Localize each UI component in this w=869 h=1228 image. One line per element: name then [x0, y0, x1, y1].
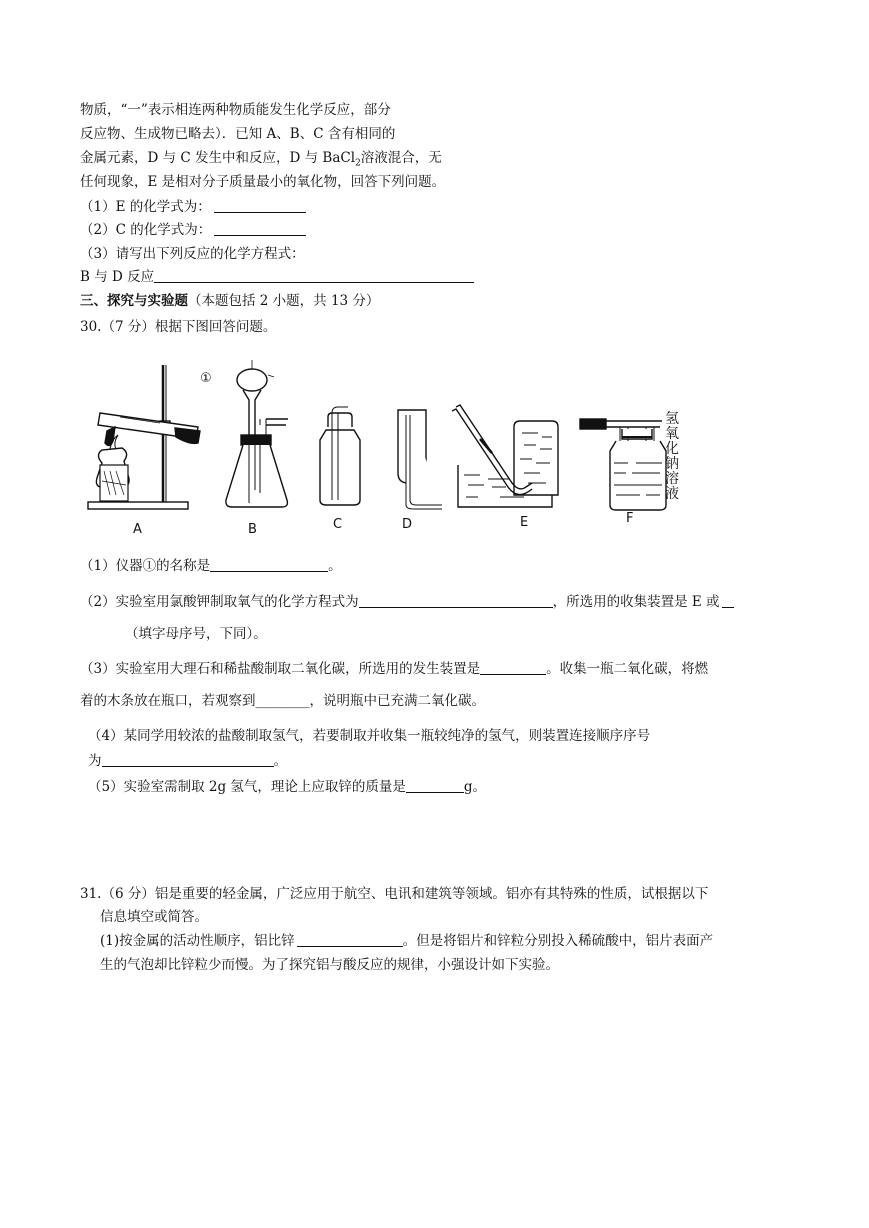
label-d: D [402, 517, 413, 532]
instrument-1-marker: ① [200, 371, 212, 386]
answer-blank-instrument-name[interactable] [210, 557, 328, 572]
answer-blank-e-formula[interactable] [214, 198, 306, 213]
q29-sub-3: （3）请写出下列反应的化学方程式： [80, 246, 305, 262]
label-e: E [520, 515, 529, 530]
q31-line-3 [100, 932, 713, 950]
q30-part-3 [80, 660, 708, 678]
q30-part-5-text: （5）实验室需制取 2g 氢气，理论上应取锌的质量是 [88, 779, 406, 795]
apparatus-figure [80, 355, 700, 540]
q30-part-2 [80, 593, 734, 611]
label-b: B [248, 522, 257, 537]
apparatus-b [226, 360, 288, 507]
q29-subscript: 2 [355, 158, 361, 169]
answer-blank-b-d-equation[interactable] [154, 268, 474, 283]
q29-sub-1-label: （1）E 的化学式为： [80, 199, 211, 215]
answer-blank-device-order[interactable] [102, 752, 274, 767]
answer-blank-c-formula[interactable] [214, 221, 306, 236]
q30-part-4-label: 为 [88, 753, 102, 769]
q31-line-4: 生的气泡却比锌粒少而慢。为了探究铝与酸反应的规律，小强设计如下实验。 [100, 957, 559, 973]
q29-line-1: 物质，“一”表示相连两种物质能发生化学反应，部分 [80, 102, 391, 118]
q31-line-2: 信息填空或简答。 [100, 909, 208, 925]
q29-line-3-text-b: 溶液混合，无 [360, 150, 442, 166]
q30-part-3-cont: 着的木条放在瓶口，若观察到________，说明瓶中已充满二氧化碳。 [80, 693, 485, 709]
q31-line-1: 31.（6 分）铝是重要的轻金属，广泛应用于航空、电讯和建筑等领域。铝亦有其特殊的性质，试根据以下 [80, 886, 709, 902]
q30-part-1 [80, 557, 342, 575]
q29-line-3-text-a: 金属元素，D 与 C 发生中和反应，D 与 BaCl [80, 150, 356, 166]
section-3-title: 三、探究与实验题 [80, 293, 188, 309]
q29-sub-2-label: （2）C 的化学式为： [80, 222, 212, 238]
q30-part-2-mid: ，所选用的收集装置是 E 或 [552, 594, 720, 610]
q30-stem: 30.（7 分）根据下图回答问题。 [80, 319, 277, 335]
q29-sub-3b-label: B 与 D 反应 [80, 269, 155, 285]
q30-part-3-text: （3）实验室用大理石和稀盐酸制取二氧化碳，所选用的发生装置是 [80, 661, 481, 677]
label-c: C [333, 517, 343, 532]
answer-blank-collection-device[interactable] [722, 593, 734, 608]
q30-part-2-note: （填字母序号，下同）。 [125, 626, 267, 642]
q29-sub-2 [80, 221, 309, 239]
label-a: A [133, 522, 142, 537]
q30-part-1-end: 。 [328, 558, 342, 574]
q30-part-3-mid: 。收集一瓶二氧化碳，将燃 [546, 661, 709, 677]
apparatus-a [88, 365, 200, 509]
answer-blank-kclo3-equation[interactable] [359, 593, 553, 608]
q31-line-3-text: (1)按金属的活动性顺序，铝比锌 [100, 933, 295, 949]
q30-part-2-text: （2）实验室用氯酸钾制取氧气的化学方程式为 [80, 594, 359, 610]
naoh-solution-label: 氢氧化钠溶液 [665, 411, 679, 502]
answer-blank-co2-generator[interactable] [480, 660, 546, 675]
q31-line-3-mid: 。但是将铝片和锌粒分别投入稀硫酸中，铝片表面产 [402, 933, 714, 949]
q29-sub-1 [80, 198, 309, 216]
answer-blank-zinc-mass[interactable] [406, 778, 464, 793]
q29-line-4: 任何现象，E 是相对分子质量最小的氧化物，回答下列问题。 [80, 174, 446, 190]
q30-part-4-cont [88, 752, 287, 770]
section-3-note: （本题包括 2 小题，共 13 分） [188, 293, 380, 309]
q29-line-3 [80, 149, 442, 173]
apparatus-e [452, 405, 558, 507]
q30-part-5-unit: g。 [463, 779, 487, 795]
apparatus-f [580, 419, 666, 510]
q29-line-2: 反应物、生成物已略去）．已知 A、B、C 含有相同的 [80, 126, 396, 142]
q30-part-4: （4）某同学用较浓的盐酸制取氢气，若要制取并收集一瓶较纯净的氢气，则装置连接顺序序号 [88, 728, 651, 744]
apparatus-c [320, 407, 360, 505]
q30-part-5 [88, 778, 486, 796]
section-3-heading [80, 292, 379, 310]
q30-part-1-text: （1）仪器①的名称是 [80, 558, 211, 574]
answer-blank-al-vs-zn[interactable] [297, 932, 403, 947]
q29-sub-3b [80, 268, 477, 286]
apparatus-d [398, 410, 442, 509]
label-f: F [626, 511, 634, 526]
q30-part-4-end: 。 [273, 753, 287, 769]
